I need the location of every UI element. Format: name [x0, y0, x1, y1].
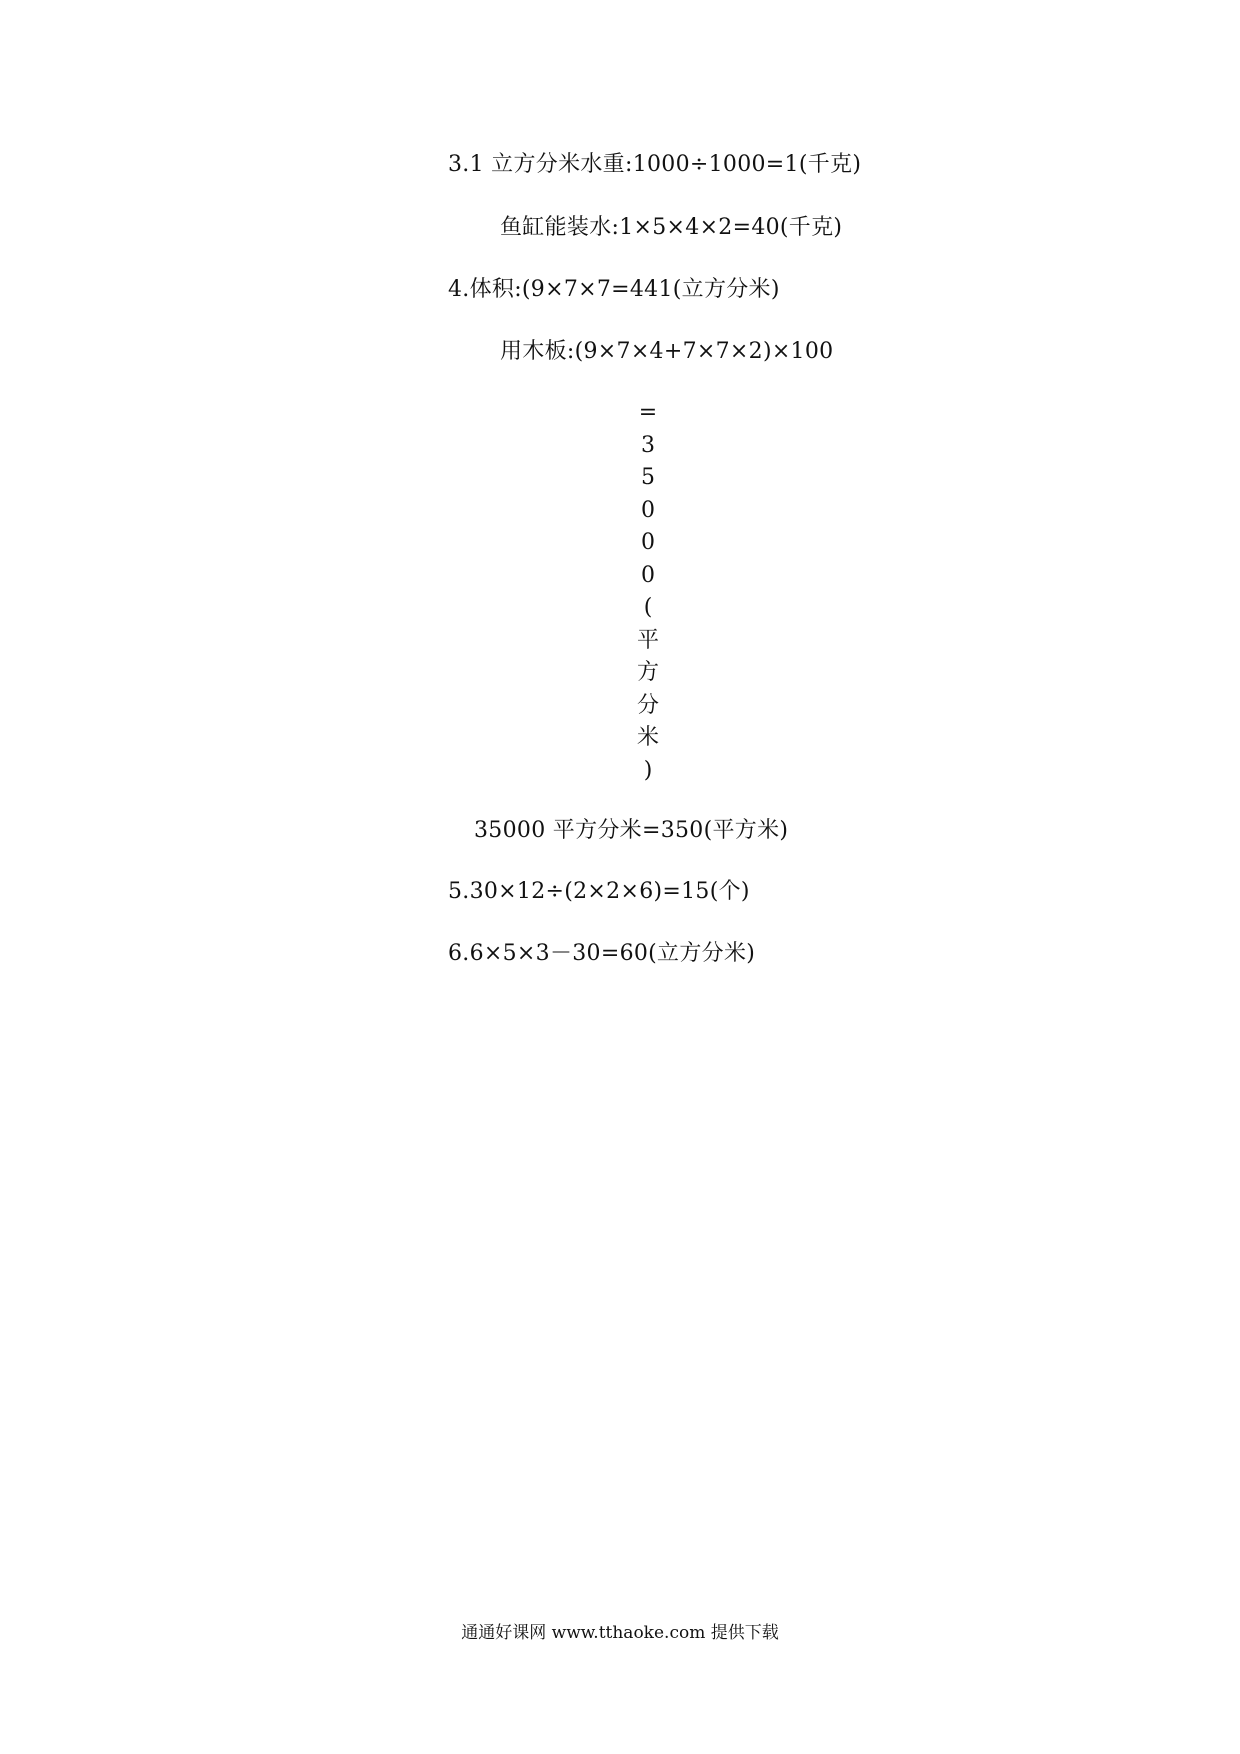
vertical-char: 米: [636, 725, 659, 750]
vertical-char: 0: [641, 497, 655, 523]
vertical-result-text: [636, 397, 660, 787]
vertical-char: 5: [641, 465, 655, 490]
answer-line-3-continued: 鱼缸能装水:1×5×4×2=40(千克): [500, 215, 843, 240]
answer-line-6: 6.6×5×3－30=60(立方分米): [448, 941, 756, 966]
answer-line-4-continued: 用木板:(9×7×4+7×7×2)×100: [500, 339, 834, 364]
answer-line-area-conversion: 35000 平方分米=350(平方米): [474, 818, 789, 843]
vertical-char: 0: [641, 562, 655, 588]
vertical-char: 0: [641, 530, 655, 555]
answer-line-4: 4.体积:(9×7×7=441(立方分米): [448, 277, 780, 302]
vertical-char: 方: [636, 660, 659, 685]
answer-line-5: 5.30×12÷(2×2×6)=15(个): [448, 879, 750, 904]
vertical-char: 分: [636, 692, 659, 718]
vertical-char: =: [638, 400, 658, 425]
page-footer: 通通好课网 www.tthaoke.com 提供下载: [461, 1623, 779, 1643]
vertical-char: ): [643, 757, 653, 783]
vertical-char: 3: [641, 432, 655, 458]
vertical-char: 平: [636, 627, 659, 653]
vertical-char: (: [643, 595, 653, 620]
answer-line-3: 3.1 立方分米水重:1000÷1000=1(千克): [448, 152, 862, 177]
